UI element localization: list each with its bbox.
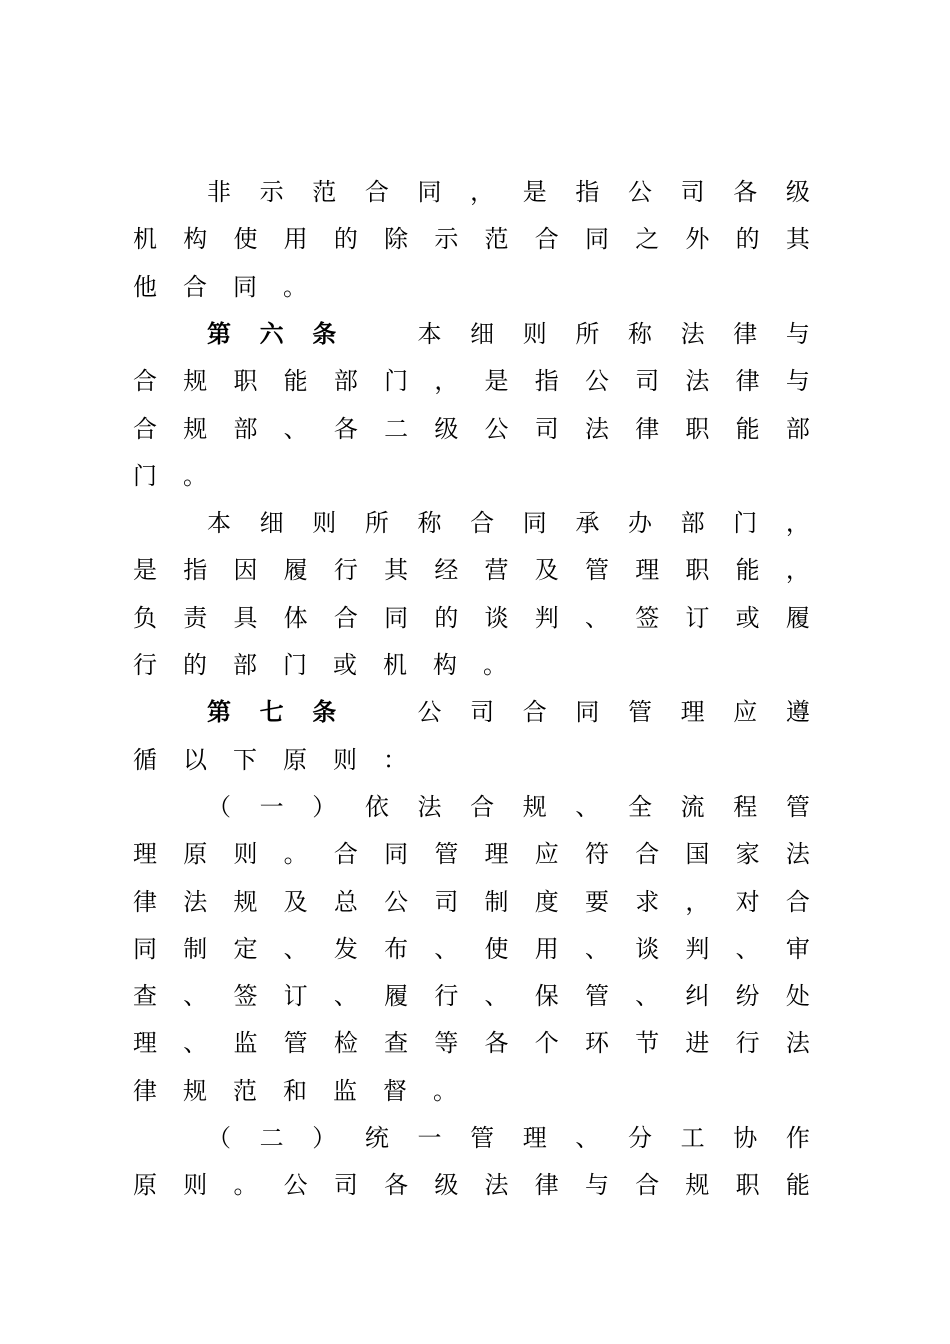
text-char: 公 (417, 698, 442, 727)
text-char: 和 (283, 1076, 307, 1105)
text-char: 合 (522, 698, 547, 727)
text-char: 合 (364, 178, 389, 206)
text-char: 职 (735, 1171, 760, 1200)
text-char: 、 (735, 934, 760, 963)
text-char: 负 (133, 603, 157, 632)
text-char: 家 (735, 840, 760, 869)
text-line (133, 929, 810, 969)
text-char: 同 (584, 225, 609, 254)
text-char: 、 (584, 603, 609, 632)
text-char: 规 (183, 414, 208, 443)
text-char: 工 (680, 1124, 705, 1152)
text-char: 律 (534, 1171, 559, 1200)
text-char: 非 (207, 178, 231, 206)
text-char: 条 (312, 319, 337, 348)
text-char: 他 (133, 272, 157, 301)
text-char: 部 (680, 509, 705, 538)
text-char: 、 (183, 1029, 208, 1058)
text-char: 公 (628, 178, 652, 206)
text-char: 查 (133, 982, 157, 1011)
text-char: 监 (333, 1076, 357, 1105)
text-char: 合 (133, 414, 157, 443)
text-char: 谈 (484, 603, 509, 632)
text-char: 管 (584, 556, 609, 585)
text-char: 其 (384, 556, 409, 585)
text-char: 合 (470, 792, 495, 821)
text-char: 机 (133, 225, 157, 254)
text-char: ） (312, 792, 337, 821)
text-char: 法 (484, 1171, 509, 1200)
text-char: 使 (233, 225, 258, 254)
text-char: 符 (584, 840, 609, 869)
text-char: 谈 (635, 934, 660, 963)
text-char: 律 (133, 887, 157, 916)
text-char: 则 (333, 745, 357, 774)
text-char: 能 (283, 367, 308, 396)
text-char: 能 (735, 556, 760, 585)
text-char: 范 (312, 178, 337, 206)
text-char: 查 (384, 1029, 409, 1058)
text-char: 行 (133, 651, 157, 679)
text-char: 国 (685, 840, 710, 869)
text-char: 理 (680, 698, 705, 727)
text-line (207, 787, 810, 827)
text-char: 各 (384, 1171, 409, 1200)
text-char: 同 (417, 178, 442, 206)
text-char: 规 (183, 1076, 207, 1105)
text-char: 外 (685, 225, 710, 254)
text-char: 各 (484, 1029, 509, 1058)
text-char: 机 (383, 651, 407, 679)
text-char: 能 (785, 1171, 810, 1200)
text-char: 合 (635, 1171, 660, 1200)
text-char: 司 (635, 367, 660, 396)
text-char: 管 (434, 840, 459, 869)
text-char: ， (785, 556, 810, 585)
text-char: ， (685, 887, 710, 916)
text-char: 营 (484, 556, 509, 585)
text-char: 各 (333, 414, 358, 443)
text-char: 第 (207, 698, 231, 727)
text-char: 同 (522, 509, 547, 538)
text-line (133, 1023, 810, 1063)
text-char: 审 (785, 934, 810, 963)
text-char: 行 (333, 556, 358, 585)
text-char: 纠 (685, 982, 710, 1011)
text-char: 二 (259, 1124, 284, 1152)
text-char: 法 (785, 1029, 810, 1058)
text-line (133, 219, 810, 259)
text-char: 遵 (785, 698, 810, 727)
text-char: 个 (534, 1029, 559, 1058)
text-char: 要 (584, 887, 609, 916)
text-char: 构 (183, 225, 208, 254)
text-char: 使 (484, 934, 509, 963)
text-char: 是 (133, 556, 157, 585)
text-char: 流 (680, 792, 705, 821)
text-line (207, 1118, 810, 1158)
text-char: 级 (434, 1171, 459, 1200)
text-char: 程 (733, 792, 758, 821)
text-char: 公 (484, 414, 509, 443)
text-char: 指 (183, 556, 208, 585)
text-char: 的 (735, 225, 760, 254)
text-char: 或 (333, 651, 357, 679)
text-char: 理 (133, 1029, 157, 1058)
text-char: 制 (484, 887, 509, 916)
text-char: 示 (259, 178, 284, 206)
text-char: 环 (584, 1029, 609, 1058)
text-char: 、 (333, 982, 358, 1011)
text-char: 。 (183, 461, 207, 490)
text-char: 、 (575, 792, 600, 821)
text-char: 级 (434, 414, 459, 443)
text-char: 除 (384, 225, 409, 254)
text-char: 循 (133, 745, 157, 774)
text-char: 本 (207, 509, 231, 538)
text-char: 同 (575, 698, 600, 727)
text-char: 法 (584, 414, 609, 443)
text-char: 细 (259, 509, 284, 538)
text-char: 法 (183, 887, 208, 916)
text-char: ， (470, 178, 495, 206)
text-char: 范 (484, 225, 509, 254)
text-char: 与 (584, 1171, 609, 1200)
text-char: 第 (207, 319, 231, 348)
text-char: 、 (434, 934, 459, 963)
text-char: 职 (685, 556, 710, 585)
text-char: 承 (575, 509, 600, 538)
text-char: 律 (733, 319, 758, 348)
text-char: 检 (333, 1029, 358, 1058)
text-char: 司 (333, 1171, 358, 1200)
text-char: 法 (680, 319, 705, 348)
text-char: 进 (685, 1029, 710, 1058)
text-char: ， (785, 509, 810, 538)
text-char: 保 (534, 982, 559, 1011)
text-char: 则 (183, 1171, 208, 1200)
text-char: 判 (685, 934, 710, 963)
text-char: 、 (183, 982, 208, 1011)
text-char: 。 (433, 1076, 457, 1105)
text-char: 作 (785, 1124, 810, 1152)
text-char: 的 (333, 225, 358, 254)
text-char: 、 (283, 414, 308, 443)
text-char: 一 (417, 1124, 442, 1152)
text-char: 及 (283, 887, 308, 916)
text-char: 应 (534, 840, 559, 869)
text-char: 合 (534, 225, 559, 254)
text-char: 七 (259, 698, 284, 727)
text-char: 的 (183, 651, 207, 679)
text-char: 条 (312, 698, 337, 727)
text-char: 合 (183, 272, 207, 301)
text-line (133, 976, 810, 1016)
text-char: 部 (785, 414, 810, 443)
text-char: 等 (434, 1029, 459, 1058)
text-char: 称 (628, 319, 652, 348)
text-char: 、 (283, 934, 308, 963)
text-char: 与 (785, 367, 810, 396)
text-line (207, 503, 810, 543)
text-char: 履 (384, 982, 409, 1011)
text-char: 。 (283, 272, 307, 301)
text-char: 公 (584, 367, 609, 396)
text-char: 理 (133, 840, 157, 869)
text-char: 规 (183, 367, 208, 396)
text-char: 理 (484, 840, 509, 869)
text-line (207, 314, 810, 354)
text-char: 门 (384, 367, 409, 396)
text-char: 督 (383, 1076, 407, 1105)
text-char: 法 (417, 792, 442, 821)
text-char: 法 (685, 367, 710, 396)
text-char: 规 (685, 1171, 710, 1200)
text-char: 因 (233, 556, 258, 585)
text-char: 全 (628, 792, 652, 821)
text-char: 协 (733, 1124, 758, 1152)
text-char: 依 (364, 792, 389, 821)
text-char: 一 (259, 792, 284, 821)
text-char: 职 (233, 367, 258, 396)
text-char: 合 (333, 603, 358, 632)
text-char: 律 (133, 1076, 157, 1105)
text-char: 合 (785, 887, 810, 916)
text-char: 细 (470, 319, 495, 348)
text-char: 则 (312, 509, 337, 538)
text-char: 原 (183, 840, 208, 869)
text-char: 之 (635, 225, 660, 254)
text-char: 分 (628, 1124, 652, 1152)
text-char: 订 (685, 603, 710, 632)
text-char: 同 (233, 272, 257, 301)
text-char: 下 (233, 745, 257, 774)
text-char: 以 (183, 745, 207, 774)
text-char: 求 (635, 887, 660, 916)
text-char: 门 (133, 461, 157, 490)
text-char: 律 (735, 367, 760, 396)
text-char: 同 (384, 603, 409, 632)
text-char: 。 (283, 840, 308, 869)
text-char: 同 (133, 934, 157, 963)
text-char: 规 (522, 792, 547, 821)
text-char: 责 (183, 603, 208, 632)
text-char: 司 (534, 414, 559, 443)
text-char: 司 (680, 178, 705, 206)
text-line (133, 361, 810, 401)
text-char: ） (312, 1124, 337, 1152)
text-char: 定 (233, 934, 258, 963)
text-char: ， (434, 367, 459, 396)
text-char: 司 (434, 887, 459, 916)
text-char: 称 (417, 509, 442, 538)
text-char: 理 (522, 1124, 547, 1152)
text-char: 职 (685, 414, 710, 443)
text-char: 用 (534, 934, 559, 963)
text-char: 合 (333, 840, 358, 869)
text-char: 行 (735, 1029, 760, 1058)
text-char: 则 (522, 319, 547, 348)
text-line (133, 409, 810, 449)
text-char: ： (383, 745, 407, 774)
text-char: 本 (417, 319, 442, 348)
text-char: 示 (434, 225, 459, 254)
text-char: 与 (785, 319, 810, 348)
text-char: （ (207, 792, 231, 821)
text-char: 度 (534, 887, 559, 916)
text-line (133, 456, 810, 496)
text-char: 理 (635, 556, 660, 585)
text-char: （ (207, 1124, 231, 1152)
text-char: 应 (733, 698, 758, 727)
text-char: 管 (785, 792, 810, 821)
text-line (133, 1071, 810, 1111)
text-char: 签 (233, 982, 258, 1011)
text-char: 统 (364, 1124, 389, 1152)
text-char: 原 (133, 1171, 157, 1200)
text-char: 部 (233, 651, 257, 679)
text-line (133, 550, 810, 590)
text-char: 门 (733, 509, 758, 538)
text-char: 节 (635, 1029, 660, 1058)
text-char: 规 (233, 887, 258, 916)
text-char: 二 (384, 414, 409, 443)
text-line (133, 740, 810, 780)
text-char: 发 (333, 934, 358, 963)
text-char: 指 (575, 178, 600, 206)
text-char: 处 (785, 982, 810, 1011)
text-char: 纷 (735, 982, 760, 1011)
text-char: 能 (735, 414, 760, 443)
text-char: 、 (484, 982, 509, 1011)
text-char: 及 (534, 556, 559, 585)
text-char: 或 (735, 603, 760, 632)
text-line (133, 645, 810, 685)
text-line (133, 267, 810, 307)
text-line (133, 882, 810, 922)
text-char: 判 (534, 603, 559, 632)
text-char: 、 (635, 982, 660, 1011)
text-char: 司 (470, 698, 495, 727)
text-char: 履 (785, 603, 810, 632)
text-char: 合 (635, 840, 660, 869)
text-char: 指 (534, 367, 559, 396)
text-char: 同 (384, 840, 409, 869)
text-char: 布 (384, 934, 409, 963)
text-char: 各 (733, 178, 758, 206)
text-char: 公 (283, 1171, 308, 1200)
text-line (133, 834, 810, 874)
text-char: 体 (283, 603, 308, 632)
text-char: 的 (434, 603, 459, 632)
text-char: 是 (484, 367, 509, 396)
text-char: 所 (364, 509, 389, 538)
text-line (133, 1165, 810, 1205)
text-line (207, 172, 810, 212)
text-line (207, 692, 810, 732)
text-char: 签 (635, 603, 660, 632)
text-char: 具 (233, 603, 258, 632)
text-char: 公 (384, 887, 409, 916)
text-char: 六 (259, 319, 284, 348)
text-char: 管 (283, 1029, 308, 1058)
text-char: 管 (584, 982, 609, 1011)
text-char: 其 (785, 225, 810, 254)
text-char: 办 (628, 509, 652, 538)
text-char: 、 (575, 1124, 600, 1152)
text-char: 构 (433, 651, 457, 679)
text-char: 范 (233, 1076, 257, 1105)
text-char: 是 (522, 178, 547, 206)
text-char: 行 (434, 982, 459, 1011)
text-char: 所 (575, 319, 600, 348)
text-char: 部 (233, 414, 258, 443)
text-char: 。 (483, 651, 507, 679)
text-char: 律 (635, 414, 660, 443)
text-char: 级 (785, 178, 810, 206)
text-char: 制 (183, 934, 208, 963)
text-line (133, 598, 810, 638)
text-char: 用 (283, 225, 308, 254)
text-char: 监 (233, 1029, 258, 1058)
text-char: 管 (470, 1124, 495, 1152)
text-char: 总 (333, 887, 358, 916)
text-char: 管 (628, 698, 652, 727)
text-char: 、 (584, 934, 609, 963)
text-char: 部 (333, 367, 358, 396)
text-char: 法 (785, 840, 810, 869)
text-char: 经 (434, 556, 459, 585)
text-char: 合 (470, 509, 495, 538)
text-char: 对 (735, 887, 760, 916)
text-char: 则 (233, 840, 258, 869)
text-char: 门 (283, 651, 307, 679)
text-char: 。 (233, 1171, 258, 1200)
text-char: 履 (283, 556, 308, 585)
text-char: 合 (133, 367, 157, 396)
text-char: 订 (283, 982, 308, 1011)
text-char: 原 (283, 745, 307, 774)
